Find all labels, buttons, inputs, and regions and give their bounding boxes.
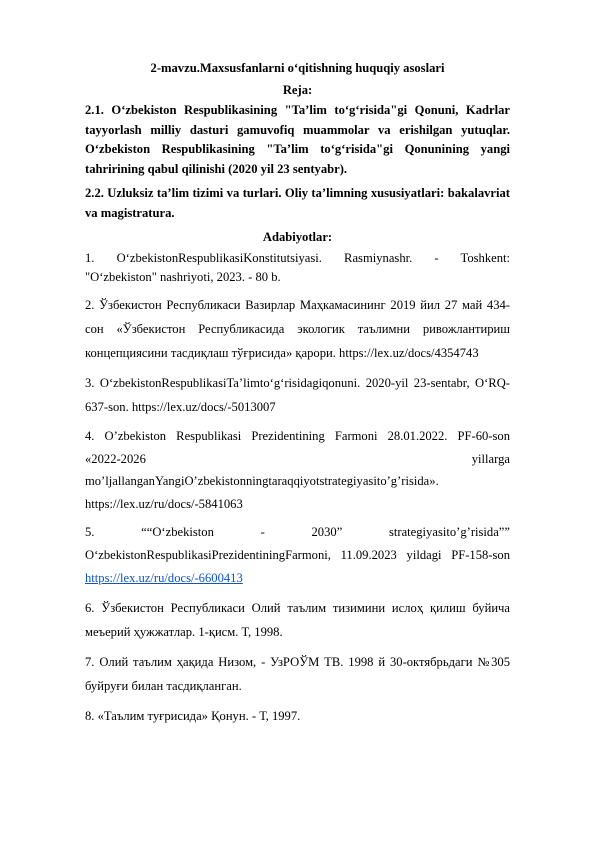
reference-5-word-2: strategiyasito’g’risida””	[388, 525, 510, 539]
document-page	[85, 58, 510, 728]
plan-item-2-1: 2.1. O‘zbekiston Respublikasining "Ta’lim to‘g‘risida"gi Qonuni, Kadrlar tayyorlash milliy dasturi gamuvofiq muammolar va erishilgan yutuqlar. O‘zbekiston Respublikasining "Ta’lim to‘g‘risida"gi Qonunining yangi tahririning qabul qilinishi (2020 yil 23 sentyabr).	[85, 103, 510, 176]
reference-4-yillarga: yillarga	[471, 451, 510, 466]
reference-7: 7. Олий таълим ҳақида Низом, - УзРОЎМ ТВ. 1998 й 30-октябрьдаги №305 буйруғи билан тасдиқланган.	[85, 655, 510, 693]
reference-5-line-2: O‘zbekistonRespublikasiPrezidentiningFarmoni, 11.09.2023 yildagi PF-158-son	[85, 548, 510, 562]
reference-6: 6. Ўзбекистон Республикаси Олий таълим тизимини ислоҳ қилиш буйича меъерий ҳужжатлар. 1-қисм. Т, 1998.	[85, 601, 510, 639]
reference-5-line-1	[85, 521, 510, 544]
reference-4	[85, 425, 510, 515]
reference-5-number: 5.	[85, 525, 95, 539]
reference-4-years: «2022-2026	[85, 451, 146, 466]
reference-1-line-1: 1. O‘zbekistonRespublikasiKonstitutsiyasi. Rasmiynashr. - Toshkent:	[85, 251, 510, 265]
reference-5	[85, 521, 510, 590]
reference-1	[85, 249, 510, 287]
reference-1-line-2: "O‘zbekiston" nashriyoti, 2023. - 80 b.	[85, 270, 281, 284]
reference-5-link[interactable]: https://lex.uz/ru/docs/-6600413	[85, 571, 243, 585]
page-title: 2-mavzu.Maxsusfanlarni o‘qitishning huquqiy asoslari	[150, 61, 445, 75]
reference-4-line-3: mo’ljallanganYangiO’zbekistonningtaraqqiyotstrategiyasito’g’risida».	[85, 474, 439, 488]
reference-3: 3. O‘zbekistonRespublikasiTa’limto‘g‘risidagiqonuni. 2020-yil 23-sentabr, O‘RQ-637-son. https://lex.uz/docs/-5013007	[85, 376, 510, 414]
reference-5-dash: -	[260, 525, 265, 539]
reference-2: 2. Ўзбекистон Республикаси Вазирлар Маҳкамасининг 2019 йил 27 май 434-сон «Ўзбекистон Республикасида экологик таълимни ривожлантириш концепциясини тасдиқлаш тўғрисида» қарори. https://lex.uz/docs/4354743	[85, 298, 510, 360]
reference-4-line-1: 4. O’zbekiston Respublikasi Prezidentining Farmoni 28.01.2022. PF-60-son	[85, 429, 510, 443]
reference-4-line-2	[85, 448, 510, 471]
references-heading: Adabiyotlar:	[262, 230, 333, 244]
plan-item-2-2: 2.2. Uzluksiz ta’lim tizimi va turlari. Oliy ta’limning xususiyatlari: bakalavriat va magistratura.	[85, 186, 510, 220]
reference-5-word-1: ““O‘zbekiston	[141, 525, 214, 539]
reference-4-url: https://lex.uz/ru/docs/-5841063	[85, 496, 243, 511]
reference-5-year: 2030”	[311, 525, 343, 539]
plan-heading: Reja:	[282, 83, 313, 97]
reference-8: 8. «Таълим туғрисида» Қонун. - Т, 1997.	[85, 709, 301, 723]
